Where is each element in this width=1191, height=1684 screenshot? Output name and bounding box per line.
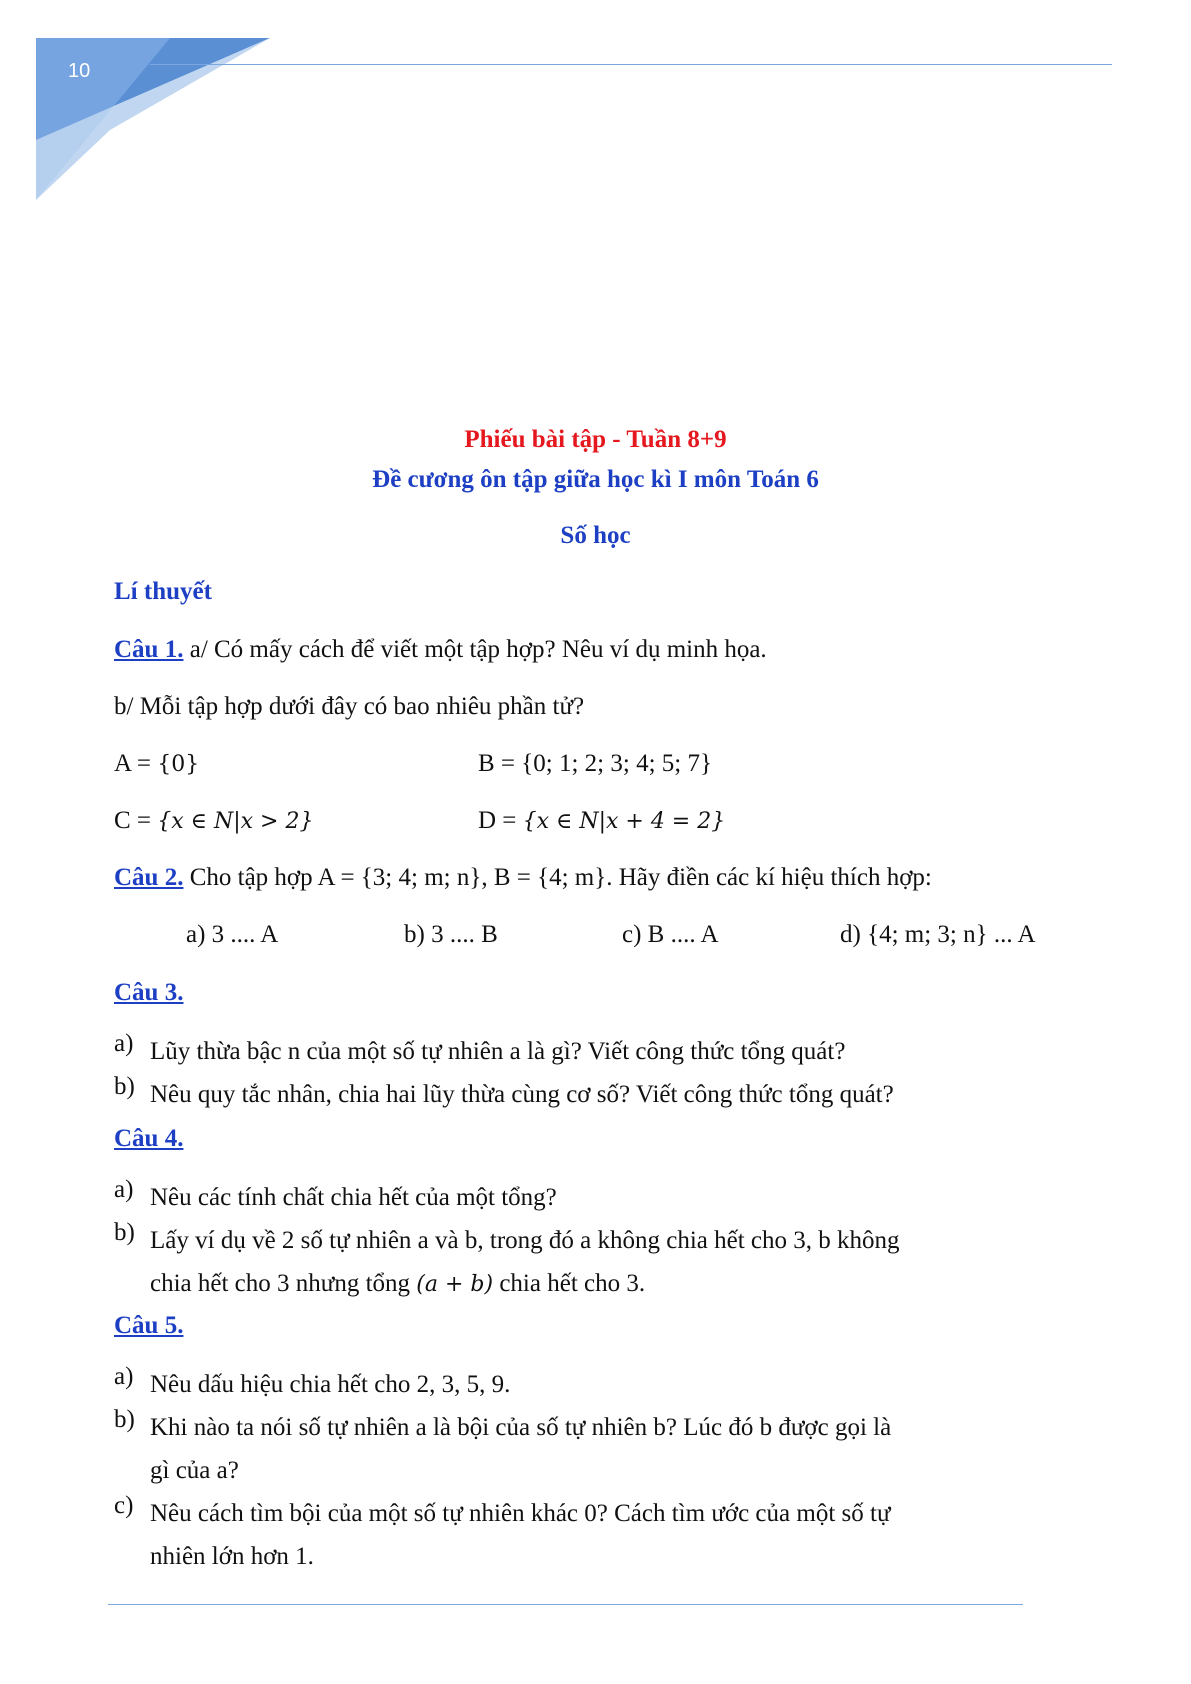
q4-item-b [114, 1219, 1094, 1305]
set-c-math: {x ∈ N|x > 2} [157, 809, 314, 834]
set-d-prefix: D = [478, 807, 523, 834]
q5-item-b-label: b) [114, 1406, 135, 1433]
corner-decoration [0, 0, 300, 220]
q3-item-a-text: Lũy thừa bậc n của một số tự nhiên a là gì? Viết công thức tổng quát? [150, 1038, 846, 1065]
q3-item-a-label: a) [114, 1030, 134, 1057]
q5-item-a [114, 1363, 1094, 1406]
q4-item-a-text: Nêu các tính chất chia hết của một tổng? [150, 1184, 557, 1211]
q5-item-c-text: Nêu cách tìm bội của một số tự nhiên khác 0? Cách tìm ước của một số tự [150, 1500, 891, 1527]
q4-item-b-label: b) [114, 1219, 135, 1246]
q1-label: Câu 1. [114, 636, 184, 663]
q5-item-b-text: Khi nào ta nói số tự nhiên a là bội của số tự nhiên b? Lúc đó b được gọi là [150, 1414, 892, 1441]
q5-item-c [114, 1492, 1094, 1578]
q3-item-b-label: b) [114, 1073, 135, 1100]
set-d-math: {x ∈ N|x + 4 = 2} [522, 809, 726, 834]
worksheet-subtitle: Đề cương ôn tập giữa học kì I môn Toán 6 [372, 466, 819, 493]
q4-item-b-text: Lấy ví dụ về 2 số tự nhiên a và b, trong đó a không chia hết cho 3, b không [150, 1227, 900, 1254]
q5-label: Câu 5. [114, 1312, 184, 1339]
q5-item-a-text: Nêu dấu hiệu chia hết cho 2, 3, 5, 9. [150, 1371, 511, 1398]
q4-item-b-text2 [150, 1262, 645, 1306]
set-b [478, 750, 712, 778]
q5-item-a-label: a) [114, 1363, 134, 1390]
q4-item-a-label: a) [114, 1176, 134, 1203]
page-number: 10 [68, 60, 91, 82]
q4-item-a [114, 1176, 1094, 1219]
q1-text-a: a/ Có mấy cách để viết một tập hợp? Nêu ví dụ minh họa. [183, 636, 767, 663]
q3-item-a [114, 1030, 1094, 1073]
q3-item-b [114, 1073, 1094, 1116]
footer-rule [108, 1604, 1023, 1605]
set-d [478, 807, 725, 835]
q4-item-b-text2-pre: chia hết cho 3 nhưng tổng [150, 1270, 417, 1297]
q2-option-d: d) {4; m; 3; n} ... A [840, 921, 1036, 948]
set-c-prefix: C = [114, 807, 158, 834]
set-a [114, 750, 199, 778]
q1-line-a [114, 636, 767, 664]
theory-heading: Lí thuyết [114, 578, 212, 605]
q5-item-b [114, 1406, 1094, 1492]
q4-item-b-text2-post: chia hết cho 3. [493, 1270, 646, 1297]
worksheet-title: Phiếu bài tập - Tuần 8+9 [464, 426, 727, 453]
header-rule [150, 64, 1112, 65]
q2-option-b: b) 3 .... B [404, 921, 498, 948]
q2-text: Cho tập hợp A = {3; 4; m; n}, B = {4; m}. Hãy điền các kí hiệu thích hợp: [183, 864, 932, 891]
q5-item-b-text2: gì của a? [150, 1457, 239, 1484]
q4-item-b-math: (a + b) [416, 1272, 494, 1297]
q2-line [114, 864, 932, 892]
q5-item-c-text2: nhiên lớn hơn 1. [150, 1543, 314, 1570]
q5-item-c-label: c) [114, 1492, 134, 1519]
q3-label: Câu 3. [114, 979, 184, 1006]
set-a-value: {0} [157, 752, 200, 777]
set-a-prefix: A = [114, 750, 158, 777]
q2-option-c: c) B .... A [622, 921, 719, 948]
q2-label: Câu 2. [114, 864, 184, 891]
q1-text-b: b/ Mỗi tập hợp dưới đây có bao nhiêu phần tử? [114, 693, 585, 720]
section-title: Số học [560, 522, 631, 549]
set-c [114, 807, 313, 835]
q4-label: Câu 4. [114, 1125, 184, 1152]
set-b-prefix: B = [478, 750, 522, 777]
q2-option-a: a) 3 .... A [186, 921, 279, 948]
set-b-value: {0; 1; 2; 3; 4; 5; 7} [521, 750, 712, 777]
q3-item-b-text: Nêu quy tắc nhân, chia hai lũy thừa cùng cơ số? Viết công thức tổng quát? [150, 1081, 894, 1108]
